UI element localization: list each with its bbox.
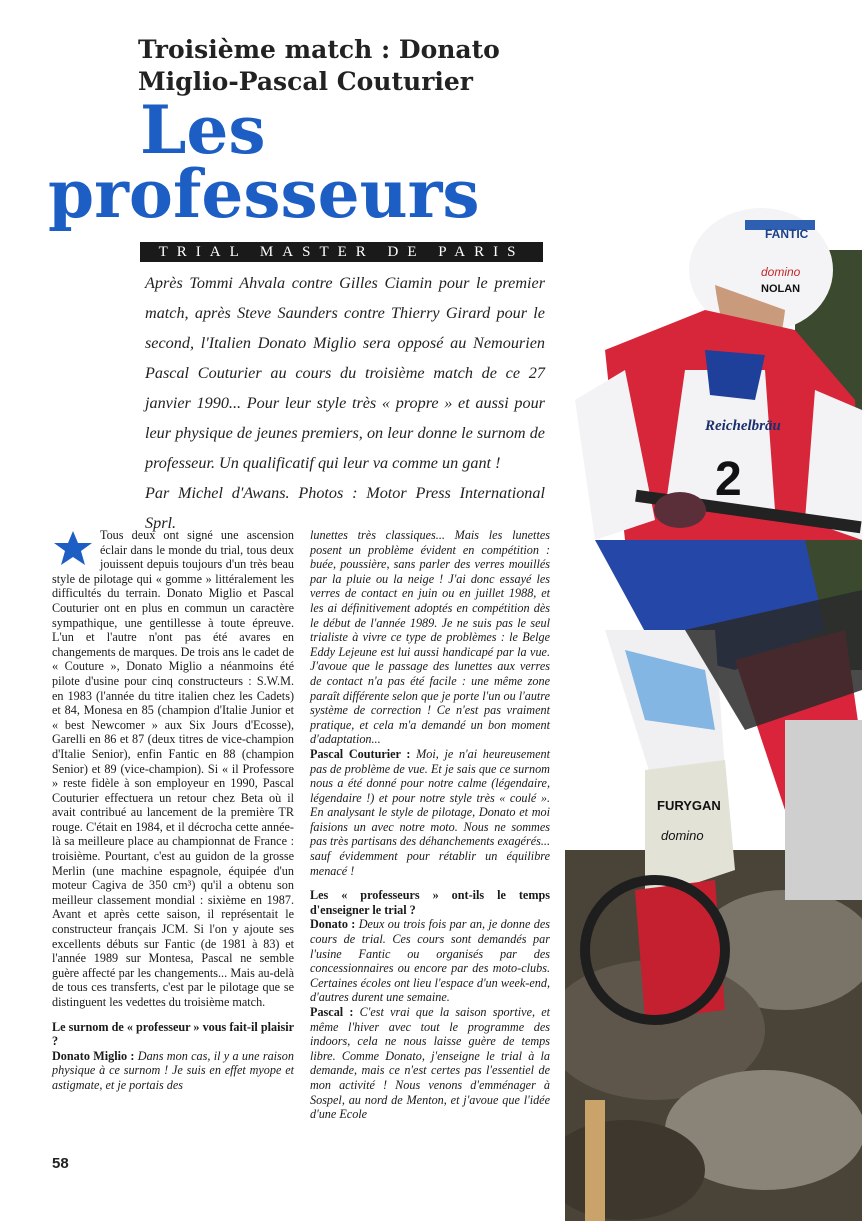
- interview-answer: [310, 747, 550, 878]
- speaker-label: Pascal :: [310, 1005, 354, 1019]
- article-column-right: [310, 528, 550, 1122]
- interview-answer: [310, 1005, 550, 1122]
- answer-text: Deux ou trois fois par an, je donne des cours de trial. Ces cours sont demandés par l'usine Fantic ou organisés par des concessionnaires ou encore par des moto-clubs. Certaines écoles ont lieu l'espace d'un week-end, d'autres durent une semaine.: [310, 917, 551, 1005]
- kicker-headline: Troisième match : Donato Miglio-Pascal Couturier: [138, 35, 500, 96]
- answer-continuation: lunettes très classiques... Mais les lunettes posent un problème évident en compétition : buée, poussière, sans parler des verres mouillés par la pluie ou la neige ! J'ai donc essayé les verres de contact en juin ou en juillet 1988, et les ai définitivement adoptés en compétition dès le début de l'année 1989. Je ne suis pas le seul trialiste à vivre ce type de problèmes : le Belge Eddy Lejeune est lui aussi handicapé par la vue. J'avoue que le passage des lunettes aux verres de contact n'a pas été facile : une même zone paraît différente selon que je porte l'un ou l'autre système de correction ! Ce n'est pas vraiment pratique, et cela m'a demandé un bon moment d'adaptation...: [310, 528, 550, 747]
- intro-standfirst: [145, 268, 545, 538]
- title-line-2: professeurs: [48, 155, 480, 233]
- answer-text: Dans mon cas, il y a une raison physique à ce surnom ! Je suis en effet myope et astigmate, et je portais des: [52, 1048, 294, 1092]
- star-icon: [52, 530, 94, 566]
- boot-text-domino: domino: [661, 828, 704, 843]
- article-column-left: [52, 528, 294, 1093]
- speaker-label: Donato Miglio :: [52, 1048, 135, 1063]
- answer-text: Moi, je n'ai heureusement pas de problème de vue. Et je sais que ce surnom nous a été donné pour notre calme (légendaire, légendaire !) et pour notre style très « coulé ». En analysant le style de pilotage, Donato et moi faisions un avec notre moto. Nous ne sommes pas très partisans des déhanchements exagérés... sauf évidemment pour rétablir un équilibre menacé !: [310, 746, 551, 878]
- title-line-1: Les: [140, 91, 266, 169]
- body-paragraph: Tous deux ont signé une ascension éclair dans le monde du trial, tous deux jouissent depuis toujours d'un très beau style de pilotage qui « gomme » littéralement les difficultés du terrain. Donato Miglio et Pascal Couturier ont en plus en commun un caractère sympathique, une gentillesse à toute épreuve. L'un et l'autre n'ont pas été avares en changements de marques. De trois ans le cadet de « Couture », Donato Miglio a néanmoins été pilote d'usine pour cinq constructeurs : S.W.M. en 1983 (l'année du titre italien chez les Cadets) et 84, Monesa en 85 (champion d'Italie Junior et « best Newcomer » aux Six Jours d'Ecosse), Garelli en 86 et 87 (deux titres de vice-champion d'Italie Senior), enfin Fantic en 88 (champion Senior) et 89 (vice-champion). Si « il Professore » reste fidèle à son employeur en 1990, Pascal Couturier effectuera un retour chez Beta où il avait contribué au lancement de la première TR rouge. C'était en 1984, et il décrocha cette année-là sa meilleure place au championnat de France : troisième. Pourtant, c'est au guidon de la grosse Merlin (une machine espagnole, équipée d'un moteur Cagiva de 350 cm³) qu'il a obtenu son meilleur classement mondial : sixième en 1987. Avant et après cette saison, il représentait le constructeur français JCM. Si l'on y ajoute ses excellents débuts sur Fantic (de 1981 à 83) et l'année 1989 sur Montesa, Pascal ne semble guère affecté par les changements... Mais au-delà de tous ces transferts, c'est par le pilotage que se distinguent les vedettes du troisième match.: [52, 528, 294, 1009]
- jersey-sponsor-text: Reichelbräu: [705, 418, 781, 434]
- interview-answer: [52, 1049, 294, 1093]
- helmet-text-domino: domino: [761, 265, 801, 279]
- rider-illustration: [565, 70, 862, 1221]
- intro-text: Après Tommi Ahvala contre Gilles Ciamin pour le premier match, après Steve Saunders contre Thierry Girard pour le second, l'Italien Donato Miglio sera opposé au Nemourien Pascal Couturier au cours du troisième match de ce 27 janvier 1990... Pour leur style très « propre » et aussi pour leur physique de jeunes premiers, on leur donne le surnom de professeur. Un qualificatif qui leur va comme un gant !: [145, 274, 545, 472]
- main-title: [48, 91, 558, 233]
- speaker-label: Pascal Couturier :: [310, 746, 411, 761]
- helmet-text-nolan: NOLAN: [761, 283, 801, 295]
- answer-text: C'est vrai que la saison sportive, et même l'hiver avec tout le programme des indoors, cela ne nous laisse guère de temps libre. Comme Donato, j'enseigne le trial à la demande, mais ce n'est certes pas l'essentiel de mon activité ! Nous venons d'emménager à Sospel, au nord de Menton, et j'avoue que l'idée d'une Ecole: [310, 1005, 551, 1122]
- byline: Par Michel d'Awans. Photos : Motor Press International Sprl.: [145, 484, 545, 532]
- speaker-label: Donato :: [310, 917, 356, 932]
- boot-text-furygan: FURYGAN: [657, 798, 721, 813]
- page-number: 58: [52, 1155, 69, 1172]
- interview-question: Les « professeurs » ont-ils le temps d'enseigner le trial ?: [310, 888, 550, 917]
- interview-question: Le surnom de « professeur » vous fait-il plaisir ?: [52, 1019, 294, 1049]
- section-rubric: TRIAL MASTER DE PARIS: [140, 242, 543, 262]
- race-number: 2: [715, 453, 742, 506]
- interview-answer: [310, 917, 550, 1005]
- rider-photo: [565, 70, 862, 1221]
- helmet-text-fantic: FANTIC: [765, 227, 809, 241]
